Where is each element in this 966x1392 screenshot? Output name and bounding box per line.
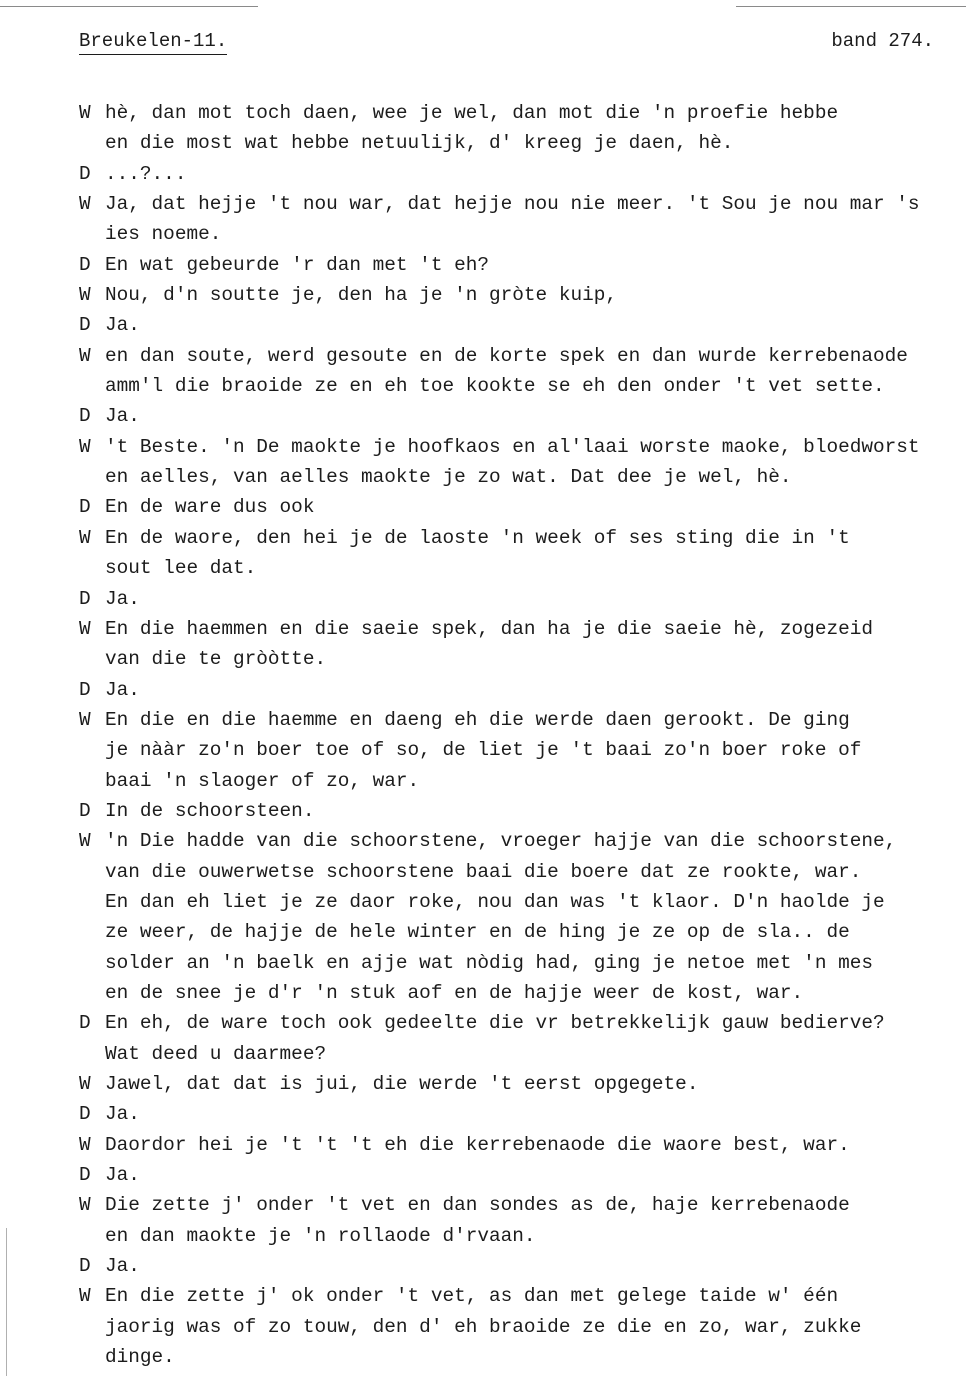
speaker-label: D [79, 799, 91, 822]
turn-text [105, 341, 966, 402]
text-line: van die ouwerwetse schoorstene baai die boere dat ze rookte, war. [105, 860, 862, 883]
text-line: In de schoorsteen. [105, 799, 315, 822]
turn-text [105, 492, 966, 522]
speaker-label: W [79, 526, 91, 549]
turn-text [105, 159, 966, 189]
text-line: Nou, d'n soutte je, den ha je 'n gròte kuip, [105, 284, 617, 307]
page-header [79, 28, 934, 58]
turn-text [105, 1190, 966, 1251]
text-line: ze weer, de hajje de hele winter en de hing je ze op de sla.. de [105, 921, 850, 944]
text-line: en de snee je d'r 'n stuk aof en de hajje weer de kost, war. [105, 981, 804, 1004]
text-line: Ja. [105, 678, 140, 701]
text-line: Ja. [105, 314, 140, 337]
turn-text [105, 98, 966, 159]
text-line: En de ware dus ook [105, 496, 315, 519]
speaker-label: W [79, 284, 91, 307]
text-line: hè, dan mot toch daen, wee je wel, dan mot die 'n proefie hebbe [105, 102, 839, 124]
transcript-turn [79, 1008, 966, 1069]
turn-text [105, 675, 966, 705]
text-line: ies noeme. [105, 223, 222, 246]
speaker-label: W [79, 193, 91, 216]
text-line: Ja. [105, 1164, 140, 1187]
transcript-turn [79, 584, 966, 614]
speaker-label: W [79, 617, 91, 640]
text-line: Ja. [105, 1255, 140, 1278]
text-line: En wat gebeurde 'r dan met 't eh? [105, 253, 489, 276]
text-line: en dan soute, werd gesoute en de korte spek en dan wurde kerrebenaode [105, 344, 908, 367]
text-line: en dan maokte je 'n rollaode d'rvaan. [105, 1224, 536, 1247]
speaker-label: W [79, 830, 91, 853]
turn-text [105, 796, 966, 826]
text-line: En de waore, den hei je de laoste 'n week of ses sting die in 't [105, 526, 850, 549]
speaker-label: W [79, 344, 91, 367]
text-line: En die haemmen en die saeie spek, dan ha je die saeie hè, zogezeid [105, 617, 873, 640]
turn-text [105, 1008, 966, 1069]
text-line: 't Beste. 'n De maokte je hoofkaos en al'laai worste maoke, bloedworst [105, 435, 920, 458]
transcript-turn [79, 1099, 966, 1129]
transcript-turn [79, 432, 966, 493]
speaker-label: D [79, 314, 91, 337]
turn-text [105, 1069, 966, 1099]
transcript-turn [79, 401, 966, 431]
transcript-turn [79, 1069, 966, 1099]
speaker-label: D [79, 1255, 91, 1278]
transcript-turn [79, 1160, 966, 1190]
transcript-turn [79, 492, 966, 522]
transcript-turn [79, 675, 966, 705]
text-line: Jawel, dat dat is jui, die werde 't eerst opgegete. [105, 1073, 699, 1095]
turn-text [105, 1099, 966, 1129]
speaker-label: W [79, 435, 91, 458]
speaker-label: D [79, 496, 91, 519]
text-line: en aelles, van aelles maokte je zo wat. Dat dee je wel, hè. [105, 466, 792, 489]
text-line: Ja, dat hejje 't nou war, dat hejje nou nie meer. 't Sou je nou mar 's [105, 193, 920, 216]
text-line: ...?... [105, 162, 187, 185]
transcript-turn [79, 1190, 966, 1251]
turn-text [105, 584, 966, 614]
text-line: amm'l die braoide ze en eh toe kookte se eh den onder 't vet sette. [105, 375, 885, 398]
speaker-label: W [79, 1285, 91, 1308]
speaker-label: W [79, 1073, 91, 1095]
transcript-turn [79, 1281, 966, 1372]
speaker-label: W [79, 102, 91, 124]
turn-text [105, 280, 966, 310]
band-number: band 274. [831, 30, 934, 52]
speaker-label: D [79, 162, 91, 185]
turn-text [105, 523, 966, 584]
margin-rule [6, 1228, 7, 1376]
turn-text [105, 826, 966, 1008]
speaker-label: D [79, 1164, 91, 1187]
transcript [79, 98, 966, 1372]
turn-text [105, 1251, 966, 1281]
text-line: Ja. [105, 405, 140, 428]
speaker-label: W [79, 1194, 91, 1217]
top-rule-left [0, 6, 258, 7]
speaker-label: W [79, 1133, 91, 1156]
transcript-turn [79, 826, 966, 1008]
turn-text [105, 705, 966, 796]
speaker-label: D [79, 253, 91, 276]
text-line: van die te gròòtte. [105, 648, 327, 671]
text-line: 'n Die hadde van die schoorstene, vroeger hajje van die schoorstene, [105, 830, 897, 853]
speaker-label: D [79, 405, 91, 428]
transcript-turn [79, 341, 966, 402]
text-line: Ja. [105, 587, 140, 610]
text-line: je nààr zo'n boer toe of so, de liet je 't baai zo'n boer roke of [105, 739, 862, 762]
top-rule-right [736, 6, 966, 7]
text-line: solder an 'n baelk en ajje wat nòdig had, ging je netoe met 'n mes [105, 951, 873, 974]
turn-text [105, 310, 966, 340]
transcript-turn [79, 705, 966, 796]
transcript-turn [79, 1251, 966, 1281]
text-line: sout lee dat. [105, 557, 257, 580]
text-line: En eh, de ware toch ook gedeelte die vr betrekkelijk gauw bedierve? [105, 1012, 885, 1035]
transcript-turn [79, 280, 966, 310]
text-line: En dan eh liet je ze daor roke, nou dan was 't klaor. D'n haolde je [105, 890, 885, 913]
turn-text [105, 1130, 966, 1160]
text-line: jaorig was of zo touw, den d' eh braoide ze die en zo, war, zukke [105, 1315, 862, 1338]
speaker-label: W [79, 708, 91, 731]
turn-text [105, 250, 966, 280]
turn-text [105, 1160, 966, 1190]
text-line: Ja. [105, 1103, 140, 1126]
transcript-turn [79, 189, 966, 250]
transcript-turn [79, 310, 966, 340]
text-line: dinge. [105, 1346, 175, 1369]
turn-text [105, 189, 966, 250]
turn-text [105, 1281, 966, 1372]
speaker-label: D [79, 1103, 91, 1126]
text-line: baai 'n slaoger of zo, war. [105, 769, 420, 792]
turn-text [105, 401, 966, 431]
speaker-label: D [79, 1012, 91, 1035]
transcript-turn [79, 614, 966, 675]
turn-text [105, 432, 966, 493]
transcript-turn [79, 98, 966, 159]
text-line: Wat deed u daarmee? [105, 1042, 327, 1065]
transcript-turn [79, 1130, 966, 1160]
transcript-turn [79, 250, 966, 280]
text-line: Die zette j' onder 't vet en dan sondes as de, haje kerrebenaode [105, 1194, 850, 1217]
text-line: en die most wat hebbe netuulijk, d' kreeg je daen, hè. [105, 132, 734, 155]
page-title: Breukelen-11. [79, 28, 227, 55]
transcript-turn [79, 796, 966, 826]
speaker-label: D [79, 678, 91, 701]
text-line: En die zette j' ok onder 't vet, as dan met gelege taide w' één [105, 1285, 839, 1308]
text-line: En die en die haemme en daeng eh die werde daen gerookt. De ging [105, 708, 850, 731]
transcript-turn [79, 159, 966, 189]
text-line: Daordor hei je 't 't 't eh die kerrebenaode die waore best, war. [105, 1133, 850, 1156]
transcript-turn [79, 523, 966, 584]
turn-text [105, 614, 966, 675]
speaker-label: D [79, 587, 91, 610]
